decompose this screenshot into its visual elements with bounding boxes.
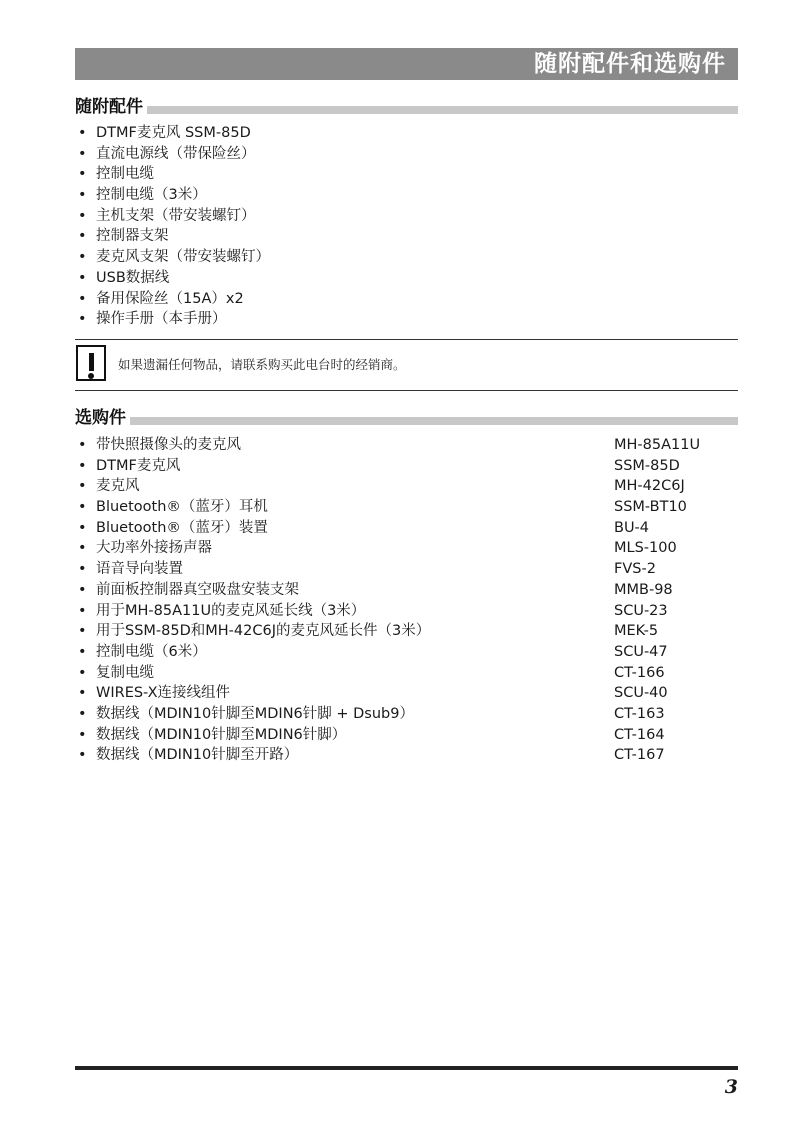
page-header-banner [75,48,738,80]
list-item: • 用于MH-85A11U的麦克风延长线（3米） SCU-23 [78,601,738,622]
list-item: • 麦克风 MH-42C6J [78,476,738,497]
list-item: • 麦克风支架（带安装螺钉） [78,249,270,266]
list-item: • 语音导向装置 FVS-2 [78,559,738,580]
list-item: • 控制电缆（3米） [78,187,207,204]
model-code: SCU-47 [614,643,668,660]
list-item: • DTMF麦克风 SSM-85D [78,125,251,141]
list-item: • 控制电缆 [78,166,154,183]
optional-list [78,435,738,766]
list-item: • Bluetooth®（蓝牙）装置 BU-4 [78,518,738,539]
page-title: 随附配件和选购件 [534,51,726,77]
list-item: • 用于SSM-85D和MH-42C6J的麦克风延长件（3米） MEK-5 [78,621,738,642]
included-section-heading [75,96,738,118]
note-text: 如果遗漏任何物品，请联系购买此电台时的经销商。 [118,357,406,372]
model-code: CT-167 [614,747,665,764]
list-item: • 备用保险丝（15A）x2 [78,290,244,307]
model-code: MLS-100 [614,540,677,557]
list-item: • 直流电源线（带保险丝） [78,145,256,162]
model-code: SSM-BT10 [614,499,687,516]
model-code: CT-163 [614,705,665,722]
list-item: • 数据线（MDIN10针脚至MDIN6针脚） CT-164 [78,725,738,746]
list-item: • USB数据线 [78,269,170,286]
model-code: CT-164 [614,726,665,743]
list-item: • 数据线（MDIN10针脚至开路） CT-167 [78,745,738,766]
exclamation-icon [76,345,106,381]
list-item: • 主机支架（带安装螺钉） [78,207,256,224]
list-item: • 操作手册（本手册） [78,311,227,328]
heading-rule [75,106,738,114]
list-item: • 带快照摄像头的麦克风 MH-85A11U [78,435,738,456]
list-item: • 前面板控制器真空吸盘安装支架 MMB-98 [78,580,738,601]
heading-rule [75,417,738,425]
model-code: SCU-23 [614,602,668,619]
page-number: 3 [724,1076,738,1098]
included-heading-label: 随附配件 [75,96,147,118]
included-list [78,123,738,330]
list-item: • 数据线（MDIN10针脚至MDIN6针脚 + Dsub9） CT-163 [78,704,738,725]
list-item: • 复制电缆 CT-166 [78,663,738,684]
model-code: CT-166 [614,664,665,681]
optional-heading-label: 选购件 [75,407,130,429]
list-item: • 控制电缆（6米） SCU-47 [78,642,738,663]
list-item: • Bluetooth®（蓝牙）耳机 SSM-BT10 [78,497,738,518]
model-code: BU-4 [614,519,650,536]
footer-rule [75,1066,738,1070]
list-item: • DTMF麦克风 SSM-85D [78,456,738,477]
model-code: SCU-40 [614,685,668,702]
model-code: MEK-5 [614,623,659,640]
list-item: • 控制器支架 [78,228,169,245]
optional-section-heading [75,407,738,429]
model-code: MH-42C6J [614,478,685,495]
list-item: • WIRES-X连接线组件 SCU-40 [78,683,738,704]
model-code: SSM-85D [614,457,680,474]
model-code: MMB-98 [614,581,673,598]
list-item: • 大功率外接扬声器 MLS-100 [78,538,738,559]
missing-items-note [75,339,738,391]
model-code: FVS-2 [614,561,656,578]
model-code: MH-85A11U [614,437,701,453]
